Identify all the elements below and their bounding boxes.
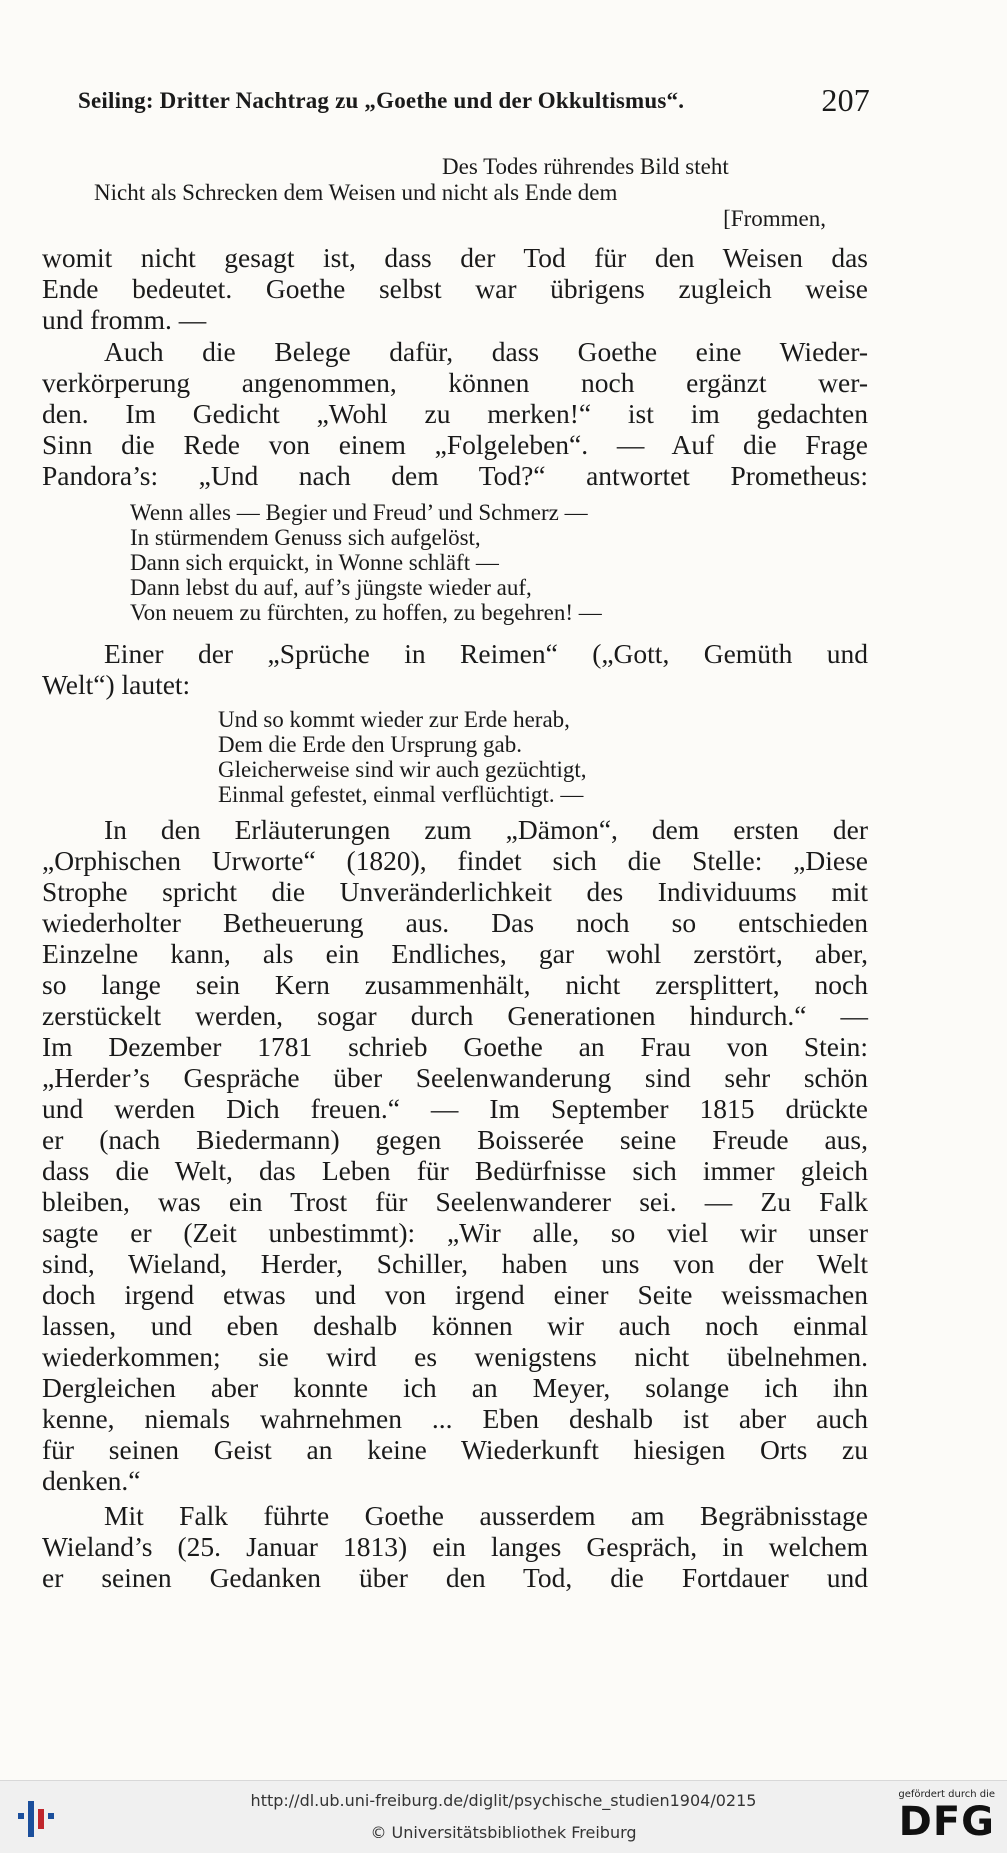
paragraph-4: [42, 814, 868, 1496]
page-number: 207: [821, 82, 870, 118]
text-line: „Orphischen Urworte“ (1820), findet sich die Stelle: „Diese: [42, 845, 868, 876]
running-header: [78, 82, 870, 118]
text-line: wiederholter Betheuerung aus. Das noch so entschieden: [42, 907, 868, 938]
text-line: den. Im Gedicht „Wohl zu merken!“ ist im gedachten: [42, 398, 868, 429]
copyright-notice: © Universitätsbibliothek Freiburg: [370, 1823, 637, 1842]
text-line: Im Dezember 1781 schrieb Goethe an Frau von Stein:: [42, 1031, 868, 1062]
text-line: bleiben, was ein Trost für Seelenwanderer sei. — Zu Falk: [42, 1186, 868, 1217]
text-line: Mit Falk führte Goethe ausserdem am Begräbnisstage: [104, 1500, 868, 1531]
verse-line: Dann sich erquickt, in Wonne schläft —: [130, 550, 499, 575]
text-line: und fromm. —: [42, 304, 207, 335]
verse-line: Gleicherweise sind wir auch gezüchtigt,: [218, 757, 587, 782]
text-line: Dergleichen aber konnte ich an Meyer, solange ich ihn: [42, 1372, 868, 1403]
text-line: sagte er (Zeit unbestimmt): „Wir alle, so viel wir unser: [42, 1217, 868, 1248]
text-line: Auch die Belege dafür, dass Goethe eine Wieder-: [104, 336, 868, 367]
paragraph-2: [42, 336, 868, 491]
text-line: Sinn die Rede von einem „Folgeleben“. — Auf die Frage: [42, 429, 868, 460]
text-line: In den Erläuterungen zum „Dämon“, dem ersten der: [104, 814, 868, 845]
paragraph-5: [42, 1500, 868, 1593]
verse-line: Wenn alles — Begier und Freud’ und Schmerz —: [130, 500, 588, 525]
verse-prometheus: [130, 500, 602, 625]
text-line: lassen, und eben deshalb können wir auch noch einmal: [42, 1310, 868, 1341]
verse-line: Einmal gefestet, einmal verflüchtigt. —: [218, 782, 584, 807]
page-url[interactable]: http://dl.ub.uni-freiburg.de/diglit/psychische_studien1904/0215: [250, 1791, 757, 1810]
text-line: Einer der „Sprüche in Reimen“ („Gott, Gemüth und: [104, 638, 868, 669]
text-line: Ende bedeutet. Goethe selbst war übrigens zugleich weise: [42, 273, 868, 304]
motto-line: Nicht als Schrecken dem Weisen und nicht als Ende dem: [94, 180, 618, 205]
text-line: Strophe spricht die Unveränderlichkeit des Individuums mit: [42, 876, 868, 907]
text-line: „Herder’s Gespräche über Seelenwanderung sind sehr schön: [42, 1062, 868, 1093]
text-line: so lange sein Kern zusammenhält, nicht zersplittert, noch: [42, 969, 868, 1000]
verse-line: Von neuem zu fürchten, zu hoffen, zu begehren! —: [130, 600, 602, 625]
text-line: Wieland’s (25. Januar 1813) ein langes Gespräch, in welchem: [42, 1531, 868, 1562]
text-line: er seinen Gedanken über den Tod, die Fortdauer und: [42, 1562, 868, 1593]
text-line: doch irgend etwas und von irgend einer Seite weissmachen: [42, 1279, 868, 1310]
viewer-footer: [0, 1780, 1007, 1853]
motto-verse: [80, 154, 830, 232]
text-line: denken.“: [42, 1465, 141, 1496]
funder-note: gefördert durch die: [898, 1789, 995, 1800]
text-line: womit nicht gesagt ist, dass der Tod für den Weisen das: [42, 242, 868, 273]
dfg-logo: [887, 1789, 995, 1847]
verse-line: Dem die Erde den Ursprung gab.: [218, 732, 523, 757]
motto-line: [Frommen,: [723, 206, 826, 231]
text-line: wiederkommen; sie wird es wenigstens nicht übelnehmen.: [42, 1341, 868, 1372]
paragraph-3: [42, 638, 868, 700]
paragraph-1: [42, 242, 868, 335]
text-line: Welt“) lautet:: [42, 669, 191, 700]
running-title: Seiling: Dritter Nachtrag zu „Goethe und der Okkultismus“.: [78, 88, 685, 113]
text-line: dass die Welt, das Leben für Bedürfnisse sich immer gleich: [42, 1155, 868, 1186]
dfg-logo-text: DFG: [898, 1799, 995, 1845]
text-line: zerstückelt werden, sogar durch Generationen hindurch.“ —: [42, 1000, 868, 1031]
verse-line: Dann lebst du auf, auf’s jüngste wieder auf,: [130, 575, 532, 600]
text-line: er (nach Biedermann) gegen Boisserée seine Freude aus,: [42, 1124, 868, 1155]
text-line: Pandora’s: „Und nach dem Tod?“ antwortet Prometheus:: [42, 460, 868, 491]
text-line: Einzelne kann, als ein Endliches, gar wohl zerstört, aber,: [42, 938, 868, 969]
text-line: sind, Wieland, Herder, Schiller, haben uns von der Welt: [42, 1248, 868, 1279]
text-line: kenne, niemals wahrnehmen ... Eben deshalb ist aber auch: [42, 1403, 868, 1434]
verse-spruch: [218, 707, 587, 807]
verse-line: Und so kommt wieder zur Erde herab,: [218, 707, 570, 732]
verse-line: In stürmendem Genuss sich aufgelöst,: [130, 525, 481, 550]
text-line: für seinen Geist an keine Wiederkunft hiesigen Orts zu: [42, 1434, 868, 1465]
text-line: und werden Dich freuen.“ — Im September 1815 drückte: [42, 1093, 868, 1124]
text-line: verkörperung angenommen, können noch ergänzt wer-: [42, 367, 868, 398]
motto-line: Des Todes rührendes Bild steht: [442, 154, 729, 179]
